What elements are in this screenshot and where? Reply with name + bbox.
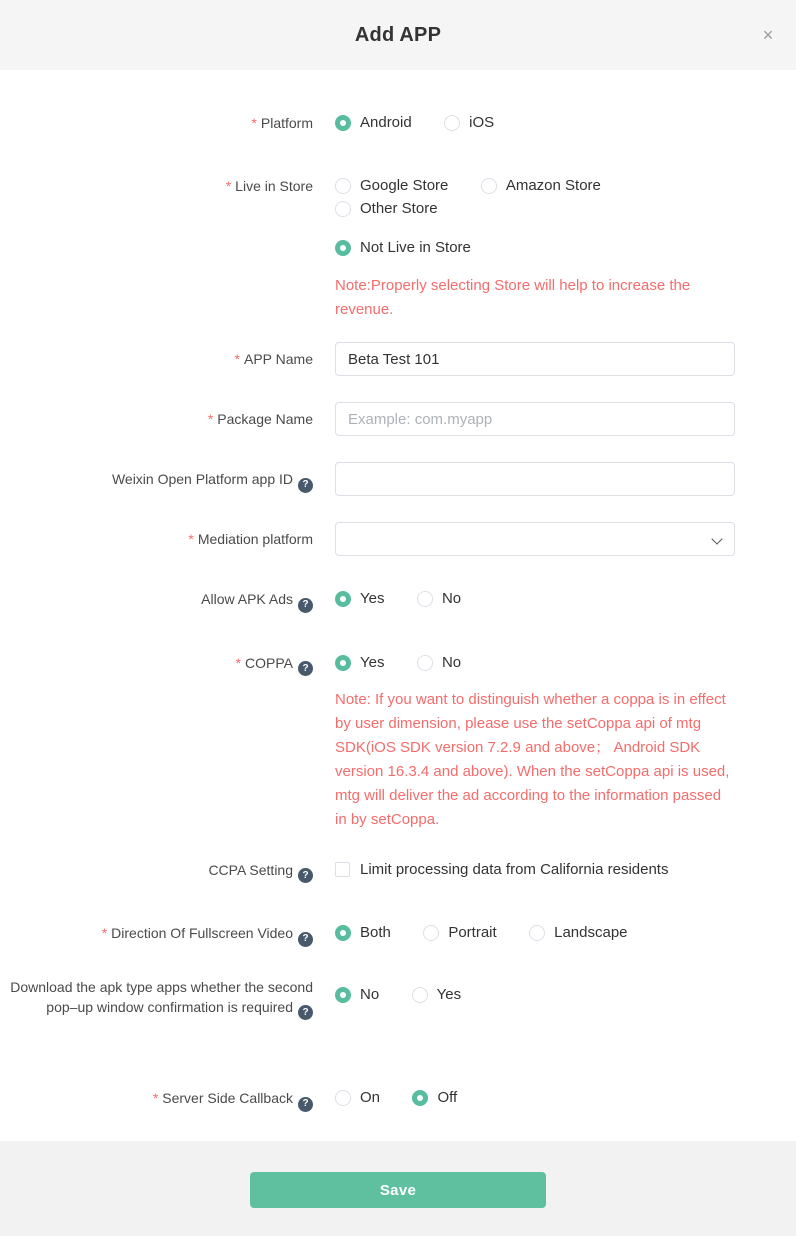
form-body	[0, 70, 796, 1141]
radio-label: Landscape	[554, 924, 628, 941]
allow-apk-ads-label: Allow APK Ads ?	[0, 589, 313, 613]
radio-direction-landscape[interactable]	[529, 923, 627, 943]
radio-icon	[335, 115, 351, 131]
radio-label: No	[360, 985, 380, 1003]
row-platform	[0, 113, 796, 136]
live-in-store-options	[335, 176, 735, 322]
server-side-callback-label: * Server Side Callback ?	[0, 1088, 313, 1112]
close-button[interactable]	[756, 23, 780, 47]
coppa-note: Note: If you want to distinguish whether a coppa is in effect by user dimension, please use the setCoppa api of mtg SDK(iOS SDK version 7.2.9 and above； Android SDK version 16.3.4 and above). When the setCoppa api is used, mtg will deliver the ad according to the information passed in by setCoppa.	[335, 690, 730, 828]
radio-label: Google Store	[360, 177, 449, 194]
radio-label: Portrait	[448, 924, 497, 941]
radio-label: Yes	[436, 985, 462, 1003]
radio-label: On	[360, 1089, 381, 1106]
help-icon[interactable]: ?	[298, 1005, 313, 1020]
radio-not-live-in-store[interactable]	[335, 238, 471, 258]
server-side-callback-options	[335, 1088, 735, 1111]
radio-label: No	[441, 590, 462, 607]
radio-label: Yes	[360, 590, 385, 607]
chevron-down-icon	[711, 533, 722, 544]
radio-label: Amazon Store	[505, 177, 601, 194]
radio-label: Yes	[360, 653, 385, 671]
platform-options	[335, 113, 735, 136]
radio-label: Not Live in Store	[360, 239, 471, 256]
weixin-app-id-label: Weixin Open Platform app ID ?	[0, 462, 313, 496]
row-package-name	[0, 402, 796, 436]
close-icon: ×	[762, 25, 774, 45]
radio-coppa-no[interactable]	[417, 653, 461, 673]
required-marker: *	[101, 925, 108, 941]
ccpa-checkbox-option[interactable]	[335, 860, 668, 880]
row-server-side-callback	[0, 1088, 796, 1112]
required-marker: *	[207, 411, 214, 427]
radio-icon	[335, 178, 351, 194]
package-name-input[interactable]	[335, 402, 735, 436]
help-icon[interactable]: ?	[298, 661, 313, 676]
mediation-platform-select[interactable]	[335, 522, 735, 556]
help-icon[interactable]: ?	[298, 478, 313, 493]
row-allow-apk-ads	[0, 589, 796, 613]
checkbox-label: Limit processing data from California residents	[360, 860, 669, 878]
required-marker: *	[188, 531, 194, 547]
radio-allow-apk-yes[interactable]	[335, 589, 384, 609]
radio-icon	[335, 201, 351, 217]
dialog-header	[0, 0, 796, 70]
radio-google-store[interactable]	[335, 176, 448, 196]
radio-icon	[412, 987, 428, 1003]
dialog-title: Add APP	[354, 23, 442, 46]
radio-icon	[529, 925, 545, 941]
allow-apk-ads-options	[335, 589, 735, 612]
radio-apk-confirm-yes[interactable]	[412, 985, 461, 1005]
radio-label: Other Store	[360, 200, 438, 217]
coppa-options	[335, 653, 735, 832]
radio-icon	[335, 240, 351, 256]
radio-direction-both[interactable]	[335, 923, 391, 943]
app-name-input[interactable]	[335, 342, 735, 376]
radio-icon	[335, 655, 351, 671]
live-in-store-label: * Live in Store	[225, 178, 313, 194]
checkbox-icon	[335, 862, 350, 877]
package-name-label: * Package Name	[207, 411, 313, 427]
direction-label: * Direction Of Fullscreen Video ?	[0, 923, 313, 947]
mediation-platform-label: * Mediation platform	[188, 531, 313, 547]
radio-apk-confirm-no[interactable]	[335, 985, 379, 1005]
radio-icon	[335, 1090, 351, 1106]
radio-other-store[interactable]	[335, 199, 438, 219]
row-live-in-store	[0, 176, 796, 322]
required-marker: *	[251, 115, 257, 131]
required-marker: *	[152, 1090, 159, 1106]
radio-icon	[444, 115, 460, 131]
save-button[interactable]: Save	[250, 1172, 546, 1208]
radio-icon	[412, 1090, 428, 1106]
row-app-name	[0, 342, 796, 376]
radio-icon	[335, 925, 351, 941]
dialog-footer	[0, 1141, 796, 1236]
radio-label: No	[441, 653, 462, 671]
direction-options	[335, 923, 735, 946]
row-coppa	[0, 653, 796, 832]
help-icon[interactable]: ?	[298, 1097, 313, 1112]
required-marker: *	[235, 654, 242, 671]
help-icon[interactable]: ?	[298, 598, 313, 613]
radio-direction-portrait[interactable]	[423, 923, 496, 943]
radio-coppa-yes[interactable]	[335, 653, 384, 673]
live-in-store-note: Note:Properly selecting Store will help to increase the revenue.	[335, 277, 691, 318]
required-marker: *	[234, 351, 240, 367]
platform-label: * Platform	[251, 115, 313, 131]
radio-icon	[335, 591, 351, 607]
radio-platform-android[interactable]	[335, 113, 412, 133]
radio-icon	[423, 925, 439, 941]
radio-callback-off[interactable]	[412, 1088, 457, 1108]
radio-allow-apk-no[interactable]	[417, 589, 461, 609]
app-name-label: * APP Name	[234, 351, 313, 367]
row-weixin-app-id	[0, 462, 796, 496]
radio-amazon-store[interactable]	[481, 176, 601, 196]
apk-confirm-label: Download the apk type apps whether the second pop–up window confirmation is required ?	[0, 977, 313, 1021]
radio-label: Off	[437, 1089, 458, 1106]
radio-icon	[481, 178, 497, 194]
weixin-app-id-input[interactable]	[335, 462, 735, 496]
radio-icon	[417, 591, 433, 607]
radio-icon	[417, 655, 433, 671]
radio-platform-ios[interactable]	[444, 113, 494, 133]
radio-label: Android	[360, 114, 412, 131]
radio-label: iOS	[469, 114, 495, 131]
ccpa-setting-label: CCPA Setting ?	[0, 860, 313, 884]
help-icon[interactable]: ?	[298, 932, 313, 947]
row-mediation-platform	[0, 522, 796, 556]
apk-confirm-options	[335, 977, 735, 1008]
radio-label: Both	[360, 924, 391, 941]
radio-callback-on[interactable]	[335, 1088, 380, 1108]
help-icon[interactable]: ?	[298, 868, 313, 883]
coppa-label: * COPPA ?	[0, 653, 313, 677]
row-ccpa-setting	[0, 860, 796, 884]
row-direction-fullscreen-video	[0, 923, 796, 947]
radio-icon	[335, 987, 351, 1003]
required-marker: *	[225, 178, 232, 194]
row-apk-confirm	[0, 977, 796, 1021]
